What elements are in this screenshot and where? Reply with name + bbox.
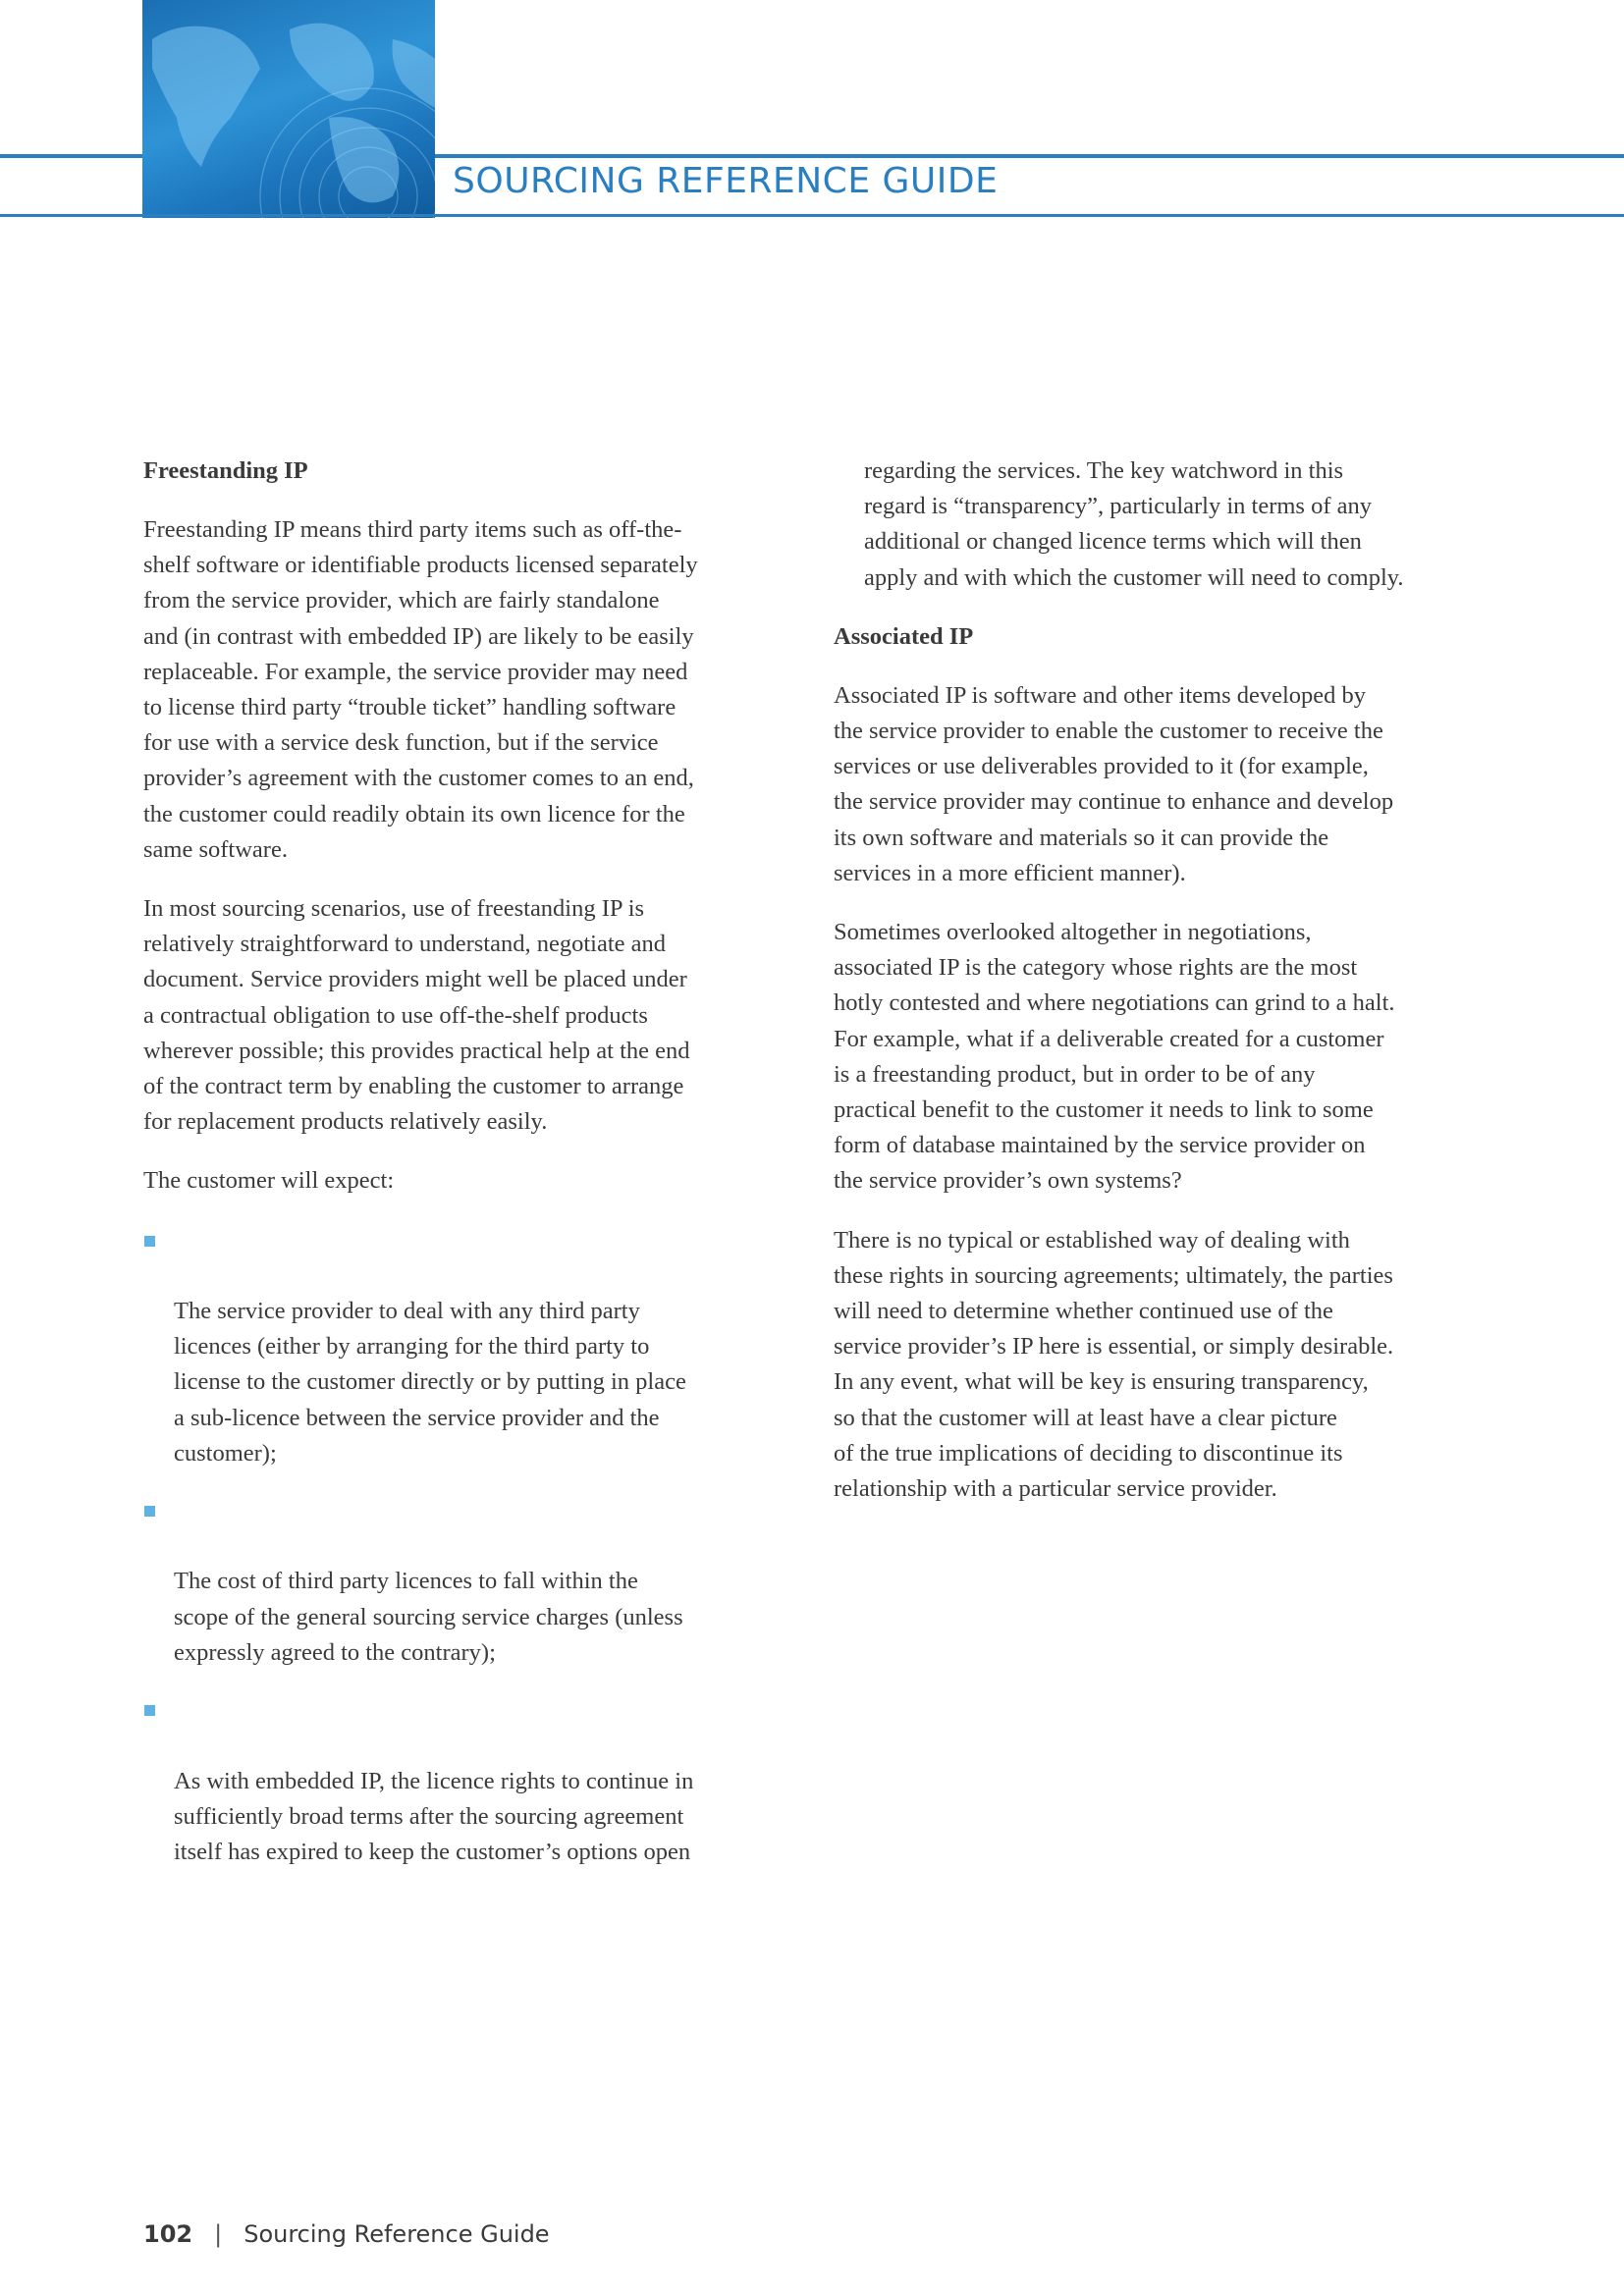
paragraph: In most sourcing scenarios, use of freestanding IP is relatively straightforward to understand, negotiate and document. Service providers might well be placed under a contractual obligation to use off-the-shelf products wherever possible; this provides practical help at the end of the contract term by enabling the customer to arrange for replacement products relatively easily.: [143, 895, 690, 1136]
paragraph: The customer will expect:: [143, 1167, 395, 1195]
footer-separator: |: [214, 2220, 223, 2248]
paragraph: There is no typical or established way of dealing with these rights in sourcing agreements; ultimately, the parties will need to determine whether continued use of the service provider’s IP here is essential, or simply desirable. In any event, what will be key is ensuring transparency, so that the customer will at least have a clear picture of the true implications of deciding to discontinue its relationship with a particular service provider.: [834, 1226, 1394, 1503]
bullet-list: [143, 1223, 782, 1870]
list-item-text: The cost of third party licences to fall within the scope of the general sourcing service charges (unless expressly agreed to the contrary);: [174, 1568, 683, 1666]
section-heading-associated-ip: Associated IP: [834, 622, 974, 650]
header-rule-bottom: [0, 214, 1624, 217]
page-number: 102: [143, 2220, 193, 2248]
paragraph: Sometimes overlooked altogether in negotiations, associated IP is the category whose rights are the most hotly contested and where negotiations can grind to a halt. For example, what if a deliverable created for a customer is a freestanding product, but in order to be of any practical benefit to the customer it needs to link to some form of database maintained by the service provider on the service provider’s own systems?: [834, 919, 1395, 1195]
page-header-title: SOURCING REFERENCE GUIDE: [453, 161, 999, 201]
footer-title: Sourcing Reference Guide: [244, 2220, 550, 2248]
list-item-text: As with embedded IP, the licence rights to continue in sufficiently broad terms after the sourcing agreement itself has expired to keep the customer’s options open: [174, 1767, 694, 1865]
list-item: [143, 1223, 782, 1471]
paragraph: Freestanding IP means third party items such as off-the- shelf software or identifiable products licensed separately from the service provider, which are fairly standalone and (in contrast with embedded IP) are likely to be easily replaceable. For example, the service provider may need to license third party “trouble ticket” handling software for use with a service desk function, but if the service provider’s agreement with the customer comes to an end, the customer could readily obtain its own licence for the same software.: [143, 516, 698, 863]
left-column: [143, 454, 782, 1892]
world-map-icon: [142, 0, 435, 218]
list-item-text: The service provider to deal with any third party licences (either by arranging for the third party to license to the customer directly or by putting in place a sub-licence between the service provider and the customer);: [174, 1298, 686, 1467]
paragraph: Associated IP is software and other items developed by the service provider to enable the customer to receive the services or use deliverables provided to it (for example, the service provider may continue to enhance and develop its own software and materials so it can provide the services in a more efficient manner).: [834, 681, 1394, 886]
list-item: [143, 1493, 782, 1671]
square-bullet-icon: [144, 1506, 155, 1517]
list-item: [143, 1692, 782, 1870]
right-column: [834, 454, 1487, 1530]
section-heading-freestanding-ip: Freestanding IP: [143, 457, 308, 484]
square-bullet-icon: [144, 1236, 155, 1247]
square-bullet-icon: [144, 1705, 155, 1716]
page-footer: [143, 2220, 550, 2248]
continuation-paragraph: regarding the services. The key watchword in this regard is “transparency”, particularly in terms of any additional or changed licence terms which will then apply and with which the customer will need to comply.: [864, 457, 1404, 591]
